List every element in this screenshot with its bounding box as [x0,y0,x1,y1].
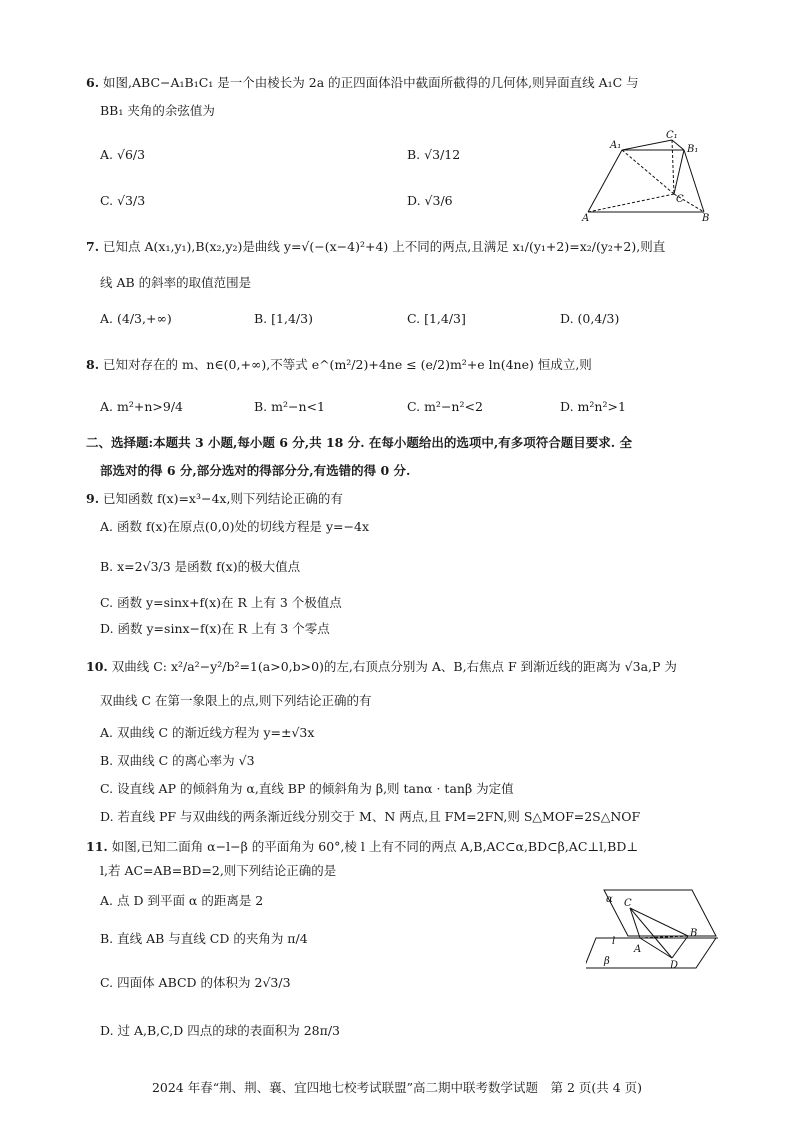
q11-option-c: C. 四面体 ABCD 的体积为 2√3/3 [100,975,291,990]
section2-heading-1: 二、选择题:本题共 3 小题,每小题 6 分,共 18 分. 在每小题给出的选项中,有多项符合题目要求. 全 [86,435,632,450]
q10-option-b: B. 双曲线 C 的离心率为 √3 [100,753,255,768]
fig6-label-c: C [676,194,684,205]
q10-stem-2: 双曲线 C 在第一象限上的点,则下列结论正确的有 [100,693,372,708]
q8-option-c: C. m²−n²<2 [407,399,483,414]
section2-heading-2: 部选对的得 6 分,部分选对的得部分分,有选错的得 0 分. [100,463,411,478]
page-footer: 2024 年春“荆、荆、襄、宜四地七校考试联盟”高二期中联考数学试题 第 2 页(共 4 页) [151,1080,643,1095]
q6-option-b: B. √3/12 [407,147,461,162]
q6-frustum-figure [578,128,718,224]
q8-line1 [86,356,592,374]
q9-option-d: D. 函数 y=sinx−f(x)在 R 上有 3 个零点 [100,621,330,636]
fig6-label-b: B [702,213,710,224]
q11-option-a: A. 点 D 到平面 α 的距离是 2 [100,893,264,908]
q10-option-d: D. 若直线 PF 与双曲线的两条渐近线分别交于 M、N 两点,且 FM=2FN,则 S△MOF=2S△NOF [100,809,641,824]
q8-option-a: A. m²+n>9/4 [100,399,183,414]
q9-number: 9. [86,491,100,506]
q8-stem-1: 已知对存在的 m、n∈(0,+∞),不等式 e^(m²/2)+4ne ≤ (e/2)m²+e ln(4ne) 恒成立,则 [103,357,592,372]
q9-stem-1: 已知函数 f(x)=x³−4x,则下列结论正确的有 [103,491,343,506]
q6-option-d: D. √3/6 [407,193,453,208]
q11-dihedral-figure [586,886,726,972]
q10-option-c: C. 设直线 AP 的倾斜角为 α,直线 BP 的倾斜角为 β,则 tanα · tanβ 为定值 [100,781,514,796]
q9-line1 [86,490,343,508]
fig11-label-beta: β [604,956,610,967]
q10-number: 10. [86,659,108,674]
q6-line1 [86,74,639,92]
q11-number: 11. [86,839,108,854]
q7-stem-2: 线 AB 的斜率的取值范围是 [100,275,252,290]
q7-stem-1: 已知点 A(x₁,y₁),B(x₂,y₂)是曲线 y=√(−(x−4)²+4) 上不同的两点,且满足 x₁/(y₁+2)=x₂/(y₂+2),则直 [103,239,666,254]
q7-option-d: D. (0,4/3) [560,311,620,326]
fig11-label-a: A [634,944,642,955]
q7-option-a: A. (4/3,+∞) [100,311,172,326]
q10-line1 [86,658,677,676]
fig6-label-a: A [582,213,590,224]
fig6-label-a1: A₁ [610,140,622,151]
q7-line1 [86,238,665,256]
fig11-label-l: l [612,936,616,947]
q9-option-a: A. 函数 f(x)在原点(0,0)处的切线方程是 y=−4x [100,519,369,534]
fig11-label-alpha: α [606,894,613,905]
fig11-label-d: D [670,960,679,971]
q9-option-b: B. x=2√3/3 是函数 f(x)的极大值点 [100,559,301,574]
q6-stem-1: 如图,ABC−A₁B₁C₁ 是一个由棱长为 2a 的正四面体沿中截面所截得的几何体,则异面直线 A₁C 与 [103,75,639,90]
fig11-label-b: B [690,928,698,939]
q6-option-a: A. √6/3 [100,147,146,162]
q8-number: 8. [86,357,100,372]
q11-line1 [86,838,638,856]
q7-number: 7. [86,239,100,254]
q11-stem-1: 如图,已知二面角 α−l−β 的平面角为 60°,棱 l 上有不同的两点 A,B,AC⊂α,BD⊂β,AC⊥l,BD⊥ [111,839,639,854]
q7-option-c: C. [1,4/3] [407,311,466,326]
q6-option-c: C. √3/3 [100,193,146,208]
q11-stem-2: l,若 AC=AB=BD=2,则下列结论正确的是 [100,863,337,878]
q7-option-b: B. [1,4/3) [254,311,313,326]
q10-stem-1: 双曲线 C: x²/a²−y²/b²=1(a>0,b>0)的左,右顶点分别为 A、B,右焦点 F 到渐近线的距离为 √3a,P 为 [111,659,677,674]
q6-number: 6. [86,75,100,90]
fig6-label-b1: B₁ [687,144,699,155]
q11-option-b: B. 直线 AB 与直线 CD 的夹角为 π/4 [100,931,308,946]
fig6-label-c1: C₁ [666,130,678,141]
q9-option-c: C. 函数 y=sinx+f(x)在 R 上有 3 个极值点 [100,595,342,610]
q8-option-b: B. m²−n<1 [254,399,325,414]
q11-option-d: D. 过 A,B,C,D 四点的球的表面积为 28π/3 [100,1023,341,1038]
q10-option-a: A. 双曲线 C 的渐近线方程为 y=±√3x [100,725,315,740]
q6-stem-2: BB₁ 夹角的余弦值为 [100,103,215,118]
q8-option-d: D. m²n²>1 [560,399,626,414]
fig11-label-c: C [624,898,632,909]
